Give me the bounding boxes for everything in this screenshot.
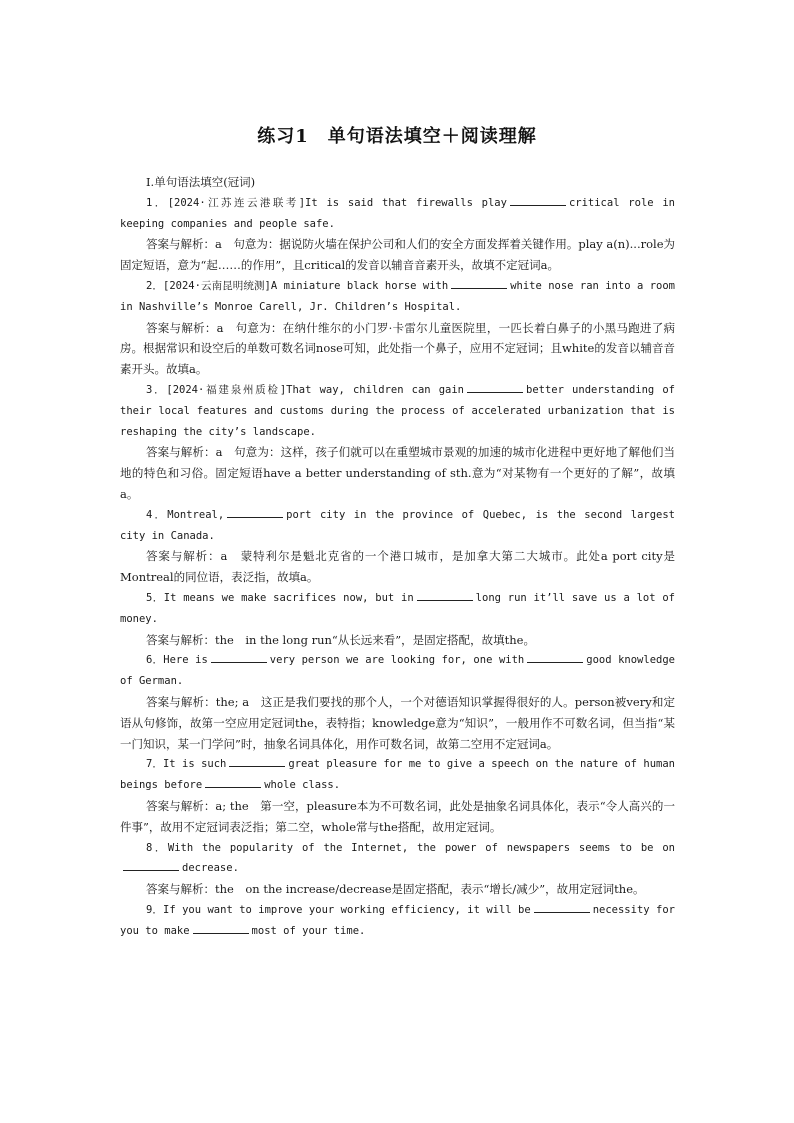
answer-explanation-6: 答案与解析：the; a 这正是我们要找的那个人，一个对德语知识掌握得很好的人。person被very和定语从句修饰，故第一空应用定冠词the，表特指；knowledge意为“知识”，一般用作不可数名词，但当指“某一门知识，某一门学问”时，抽象名词具体化，用作可数名词，故第二空用不定冠词a。 <box>120 694 675 751</box>
question-text: 8．With the popularity of the Internet, the power of newspapers seems to be on <box>146 841 675 854</box>
answer-blank <box>417 588 473 601</box>
answer-blank <box>205 775 261 788</box>
question-3 <box>120 380 675 442</box>
question-text: 9．If you want to improve your working efficiency, it will be <box>146 903 531 916</box>
answer-blank <box>534 900 590 913</box>
answer-blank <box>193 921 249 934</box>
exercise-content <box>120 172 675 941</box>
question-1 <box>120 193 675 235</box>
answer-blank <box>211 650 267 663</box>
answer-explanation-2: 答案与解析：a 句意为：在纳什维尔的小门罗·卡雷尔儿童医院里，一匹长着白鼻子的小黑马跑进了病房。根据常识和设空后的单数可数名词nose可知，此处指一个鼻子，应用不定冠词；且white的发音以辅音音素开头。故填a。 <box>120 320 675 377</box>
question-text: good knowledge of German. <box>120 654 675 688</box>
question-text: 2．[2024·云南昆明统测]A miniature black horse with <box>146 279 449 292</box>
question-5 <box>120 588 675 630</box>
question-text: critical role in keeping companies and people safe. <box>120 196 675 230</box>
answer-explanation-4: 答案与解析：a 蒙特利尔是魁北克省的一个港口城市，是加拿大第二大城市。此处a port city是Montreal的同位语，表泛指，故填a。 <box>120 549 675 585</box>
question-text: better understanding of their local features and customs during the process of accelerated urbanization that is reshaping the city’s landscape. <box>120 383 675 438</box>
question-text: decrease. <box>182 862 239 875</box>
question-6 <box>120 650 675 692</box>
question-text: 1．[2024·江苏连云港联考]It is said that firewalls play <box>146 196 507 209</box>
answer-explanation-7: 答案与解析：a; the 第一空，pleasure本为不可数名词，此处是抽象名词具体化，表示“令人高兴的一件事”，故用不定冠词表泛指；第二空，whole常与the搭配，故用定冠词。 <box>120 798 675 834</box>
question-text: great pleasure for me to give a speech on the nature of human beings before <box>120 758 675 792</box>
answer-blank <box>227 505 283 518</box>
answer-blank <box>451 276 507 289</box>
answer-explanation-3: 答案与解析：a 句意为：这样，孩子们就可以在重塑城市景观的加速的城市化进程中更好地了解他们当地的特色和习俗。固定短语have a better understanding of sth.意为“对某物有一个更好的了解”，故填a。 <box>120 445 675 501</box>
question-4 <box>120 505 675 547</box>
question-text: 5．It means we make sacrifices now, but in <box>146 591 414 604</box>
question-text: 7．It is such <box>146 758 227 771</box>
question-text: very person we are looking for, one with <box>269 654 525 667</box>
question-text: 6．Here is <box>146 654 208 667</box>
question-7 <box>120 754 675 796</box>
answer-explanation-5: 答案与解析：the in the long run“从长远来看”，是固定搭配，故填the。 <box>146 632 535 647</box>
question-text: most of your time. <box>251 924 366 937</box>
question-2 <box>120 276 675 318</box>
question-text: 4．Montreal, <box>146 508 225 521</box>
question-text: long run it’ll save us a lot of money. <box>120 591 675 625</box>
question-text: port city in the province of Quebec, is the second largest city in Canada. <box>120 508 675 542</box>
page-title: 练习1 单句语法填空＋阅读理解 <box>257 126 537 147</box>
section-heading: Ⅰ.单句语法填空(冠词) <box>146 175 256 189</box>
answer-blank <box>510 193 566 206</box>
answer-explanation-8: 答案与解析：the on the increase/decrease是固定搭配，表示“增长/减少”，故用定冠词the。 <box>146 882 645 897</box>
question-text: 3．[2024·福建泉州质检]That way, children can gain <box>146 383 465 396</box>
answer-explanation-1: 答案与解析：a 句意为：据说防火墙在保护公司和人们的安全方面发挥着关键作用。play a(n)...role为固定短语，意为“起……的作用”，且critical的发音以辅音音素开头，故填不定冠词a。 <box>120 237 676 273</box>
answer-blank <box>527 650 583 663</box>
answer-blank <box>467 380 523 393</box>
question-text: white nose ran into a room in Nashville’s Monroe Carell, Jr. Children’s Hospital. <box>120 279 675 313</box>
question-8 <box>120 838 675 880</box>
answer-blank <box>123 858 179 871</box>
question-text: necessity for you to make <box>120 903 675 937</box>
answer-blank <box>229 754 285 767</box>
question-9 <box>120 900 675 942</box>
question-text: whole class. <box>264 779 341 792</box>
